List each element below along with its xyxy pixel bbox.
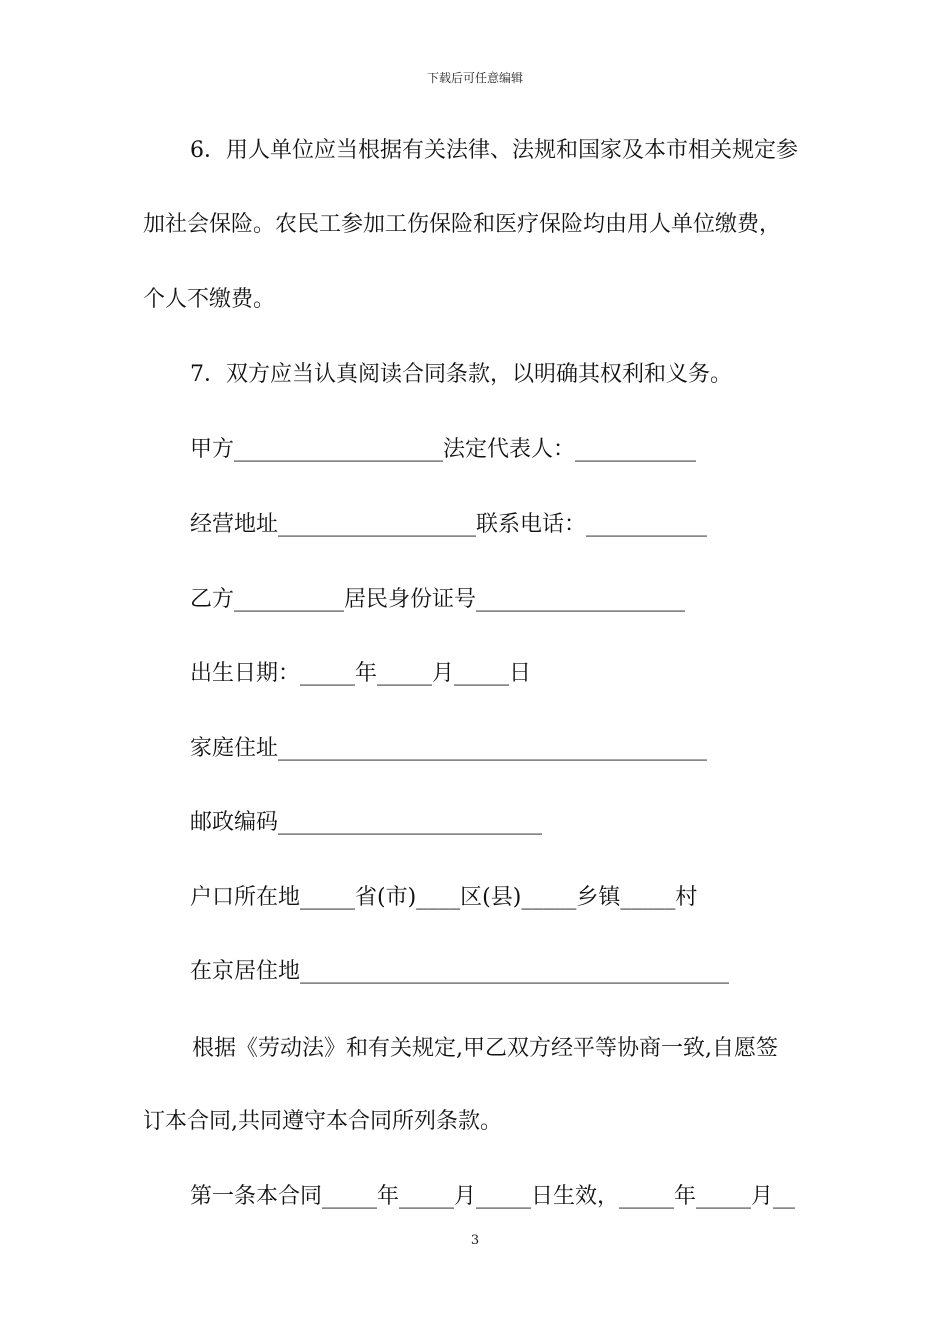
paragraph-7: 7．双方应当认真阅读合同条款，以明确其权利和义务。 — [190, 362, 732, 387]
beijing-residence-line: 在京居住地_______________________________________ — [190, 959, 730, 984]
paragraph-6-line-1: 6．用人单位应当根据有关法律、法规和国家及本市相关规定参 — [190, 138, 798, 163]
party-b-line: 乙方__________居民身份证号___________________ — [190, 587, 686, 612]
agreement-line-1: 根据《劳动法》和有关规定,甲乙双方经平等协商一致,自愿签 — [192, 1036, 778, 1061]
paragraph-6-line-2: 加社会保险。农民工参加工伤保险和医疗保险均由用人单位缴费， — [143, 212, 782, 237]
postcode-line: 邮政编码________________________ — [190, 810, 543, 835]
page-number: 3 — [470, 1233, 480, 1248]
home-address-line: 家庭住址_______________________________________ — [190, 736, 708, 761]
hukou-line: 户口所在地_____省(市)____区(县)_____乡镇_____村 — [190, 885, 698, 910]
party-a-line: 甲方___________________法定代表人：___________ — [190, 437, 697, 462]
article-1-line: 第一条本合同_____年_____月_____日生效，_____年_____月__ — [190, 1184, 796, 1209]
paragraph-6-line-3: 个人不缴费。 — [143, 287, 276, 312]
birth-date-line: 出生日期：_____年_____月_____日 — [190, 661, 532, 686]
business-address-line: 经营地址__________________联系电话：___________ — [190, 512, 708, 537]
agreement-line-2: 订本合同,共同遵守本合同所列条款。 — [143, 1109, 502, 1134]
page-header: 下载后可任意编辑 — [426, 71, 523, 85]
